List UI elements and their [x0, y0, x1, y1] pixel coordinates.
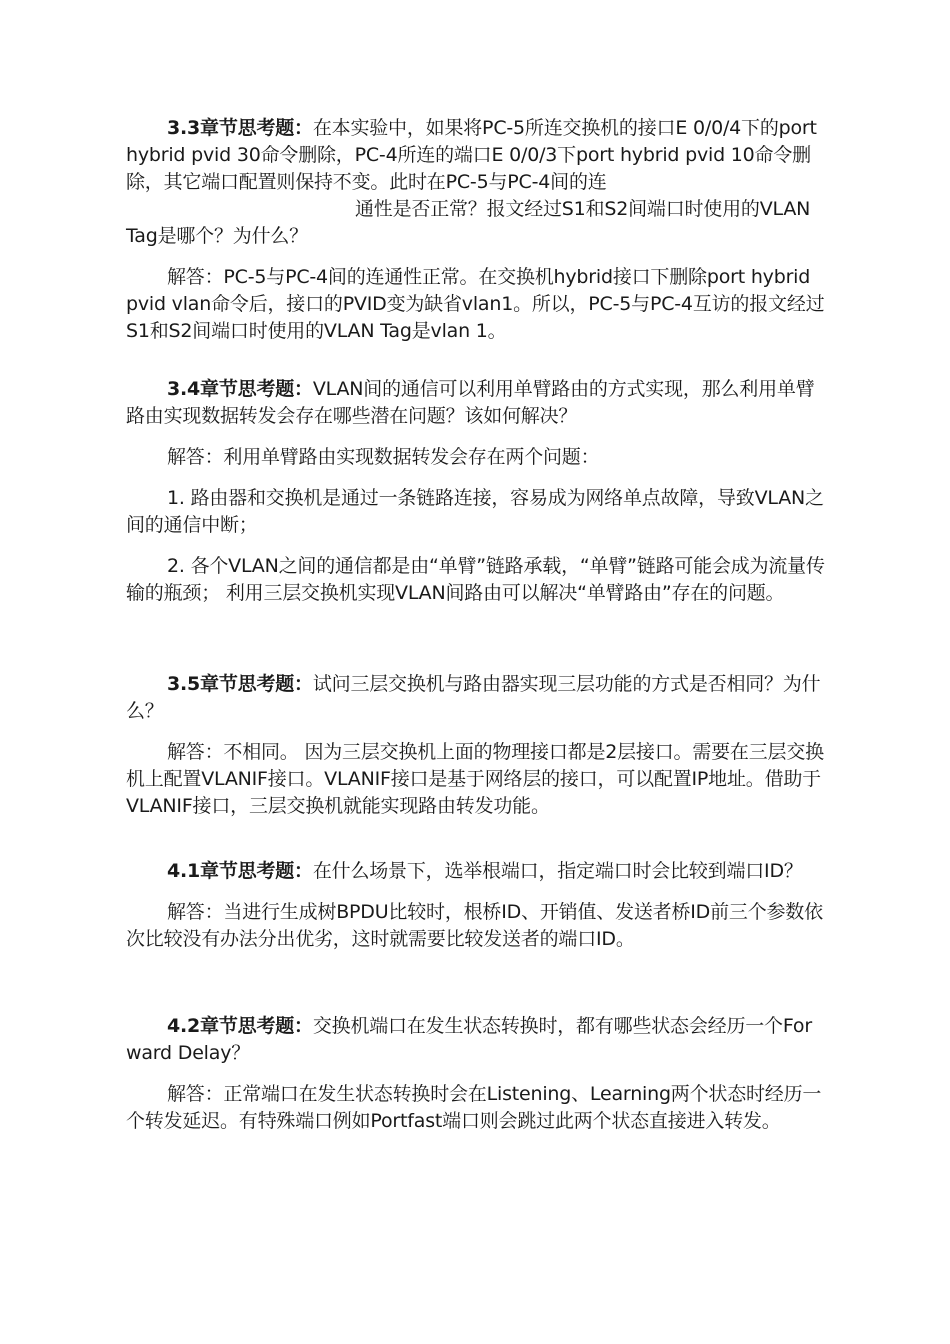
question-title: 4.2章节思考题：: [167, 1015, 313, 1037]
answer-3-4-point-2: 2. 各个VLAN之间的通信都是由“单臂”链路承载，“单臂”链路可能会成为流量传输的瓶颈； 利用三层交换机实现VLAN间路由可以解决“单臂路由”存在的问题。: [126, 555, 825, 604]
section-3-5: [126, 671, 826, 834]
question-4-2: [126, 1013, 826, 1067]
question-title: 4.1章节思考题：: [167, 860, 313, 882]
question-text: 通性是否正常？报文经过S1和S2间端口时使用的VLAN Tag是哪个？为什么？: [126, 198, 811, 247]
question-title: 3.5章节思考题：: [167, 673, 313, 695]
question-text: 在本实验中，如果将PC-5所连交换机的接口E 0/0/4下的port hybrid pvid 30命令删除，PC-4所连的端口E 0/0/3下port hybrid pvid 10命令删除，其它端口配置则保持不变。此时在PC-5与PC-4间的连: [126, 117, 817, 193]
question-3-3-continued: [126, 196, 826, 250]
answer-4-1: 解答：当进行生成树BPDU比较时，根桥ID、开销值、发送者桥ID前三个参数依次比较没有办法分出优劣，这时就需要比较发送者的端口ID。: [126, 901, 823, 950]
question-4-1: [126, 858, 826, 885]
section-4-1: [126, 858, 826, 967]
question-text: 在什么场景下，选举根端口，指定端口时会比较到端口ID？: [312, 860, 803, 882]
section-4-2: [126, 1013, 826, 1149]
answer-3-3: 解答：PC-5与PC-4间的连通性正常。在交换机hybrid接口下删除port hybrid pvid vlan命令后，接口的PVID变为缺省vlan1。所以，PC-5与PC-4互访的报文经过S1和S2间端口时使用的VLAN Tag是vlan 1。: [126, 266, 825, 342]
answer-3-4-point-1: 1. 路由器和交换机是通过一条链路连接，容易成为网络单点故障，导致VLAN之间的通信中断；: [126, 487, 824, 536]
question-3-4: [126, 376, 826, 430]
question-title: 3.3章节思考题：: [167, 117, 313, 139]
answer-3-4-intro: 解答：利用单臂路由实现数据转发会存在两个问题：: [167, 446, 600, 468]
question-text: 交换机端口在发生状态转换时，都有哪些状态会经历一个Forward Delay？: [126, 1015, 812, 1064]
section-3-4: [126, 376, 826, 621]
answer-3-5: 解答：不相同。 因为三层交换机上面的物理接口都是2层接口。需要在三层交换机上配置VLANIF接口。VLANIF接口是基于网络层的接口，可以配置IP地址。借助于VLANIF接口，三层交换机就能实现路由转发功能。: [126, 741, 824, 817]
answer-4-2: 解答：正常端口在发生状态转换时会在Listening、Learning两个状态时经历一个转发延迟。有特殊端口例如Portfast端口则会跳过此两个状态直接进入转发。: [126, 1083, 822, 1132]
question-text: 试问三层交换机与路由器实现三层功能的方式是否相同？为什么？: [126, 673, 821, 722]
question-3-3: [126, 115, 826, 196]
question-3-5: [126, 671, 826, 725]
section-3-3: [126, 115, 826, 359]
question-title: 3.4章节思考题：: [167, 378, 313, 400]
question-text: VLAN间的通信可以利用单臂路由的方式实现，那么利用单臂路由实现数据转发会存在哪些潜在问题？该如何解决？: [126, 378, 815, 427]
